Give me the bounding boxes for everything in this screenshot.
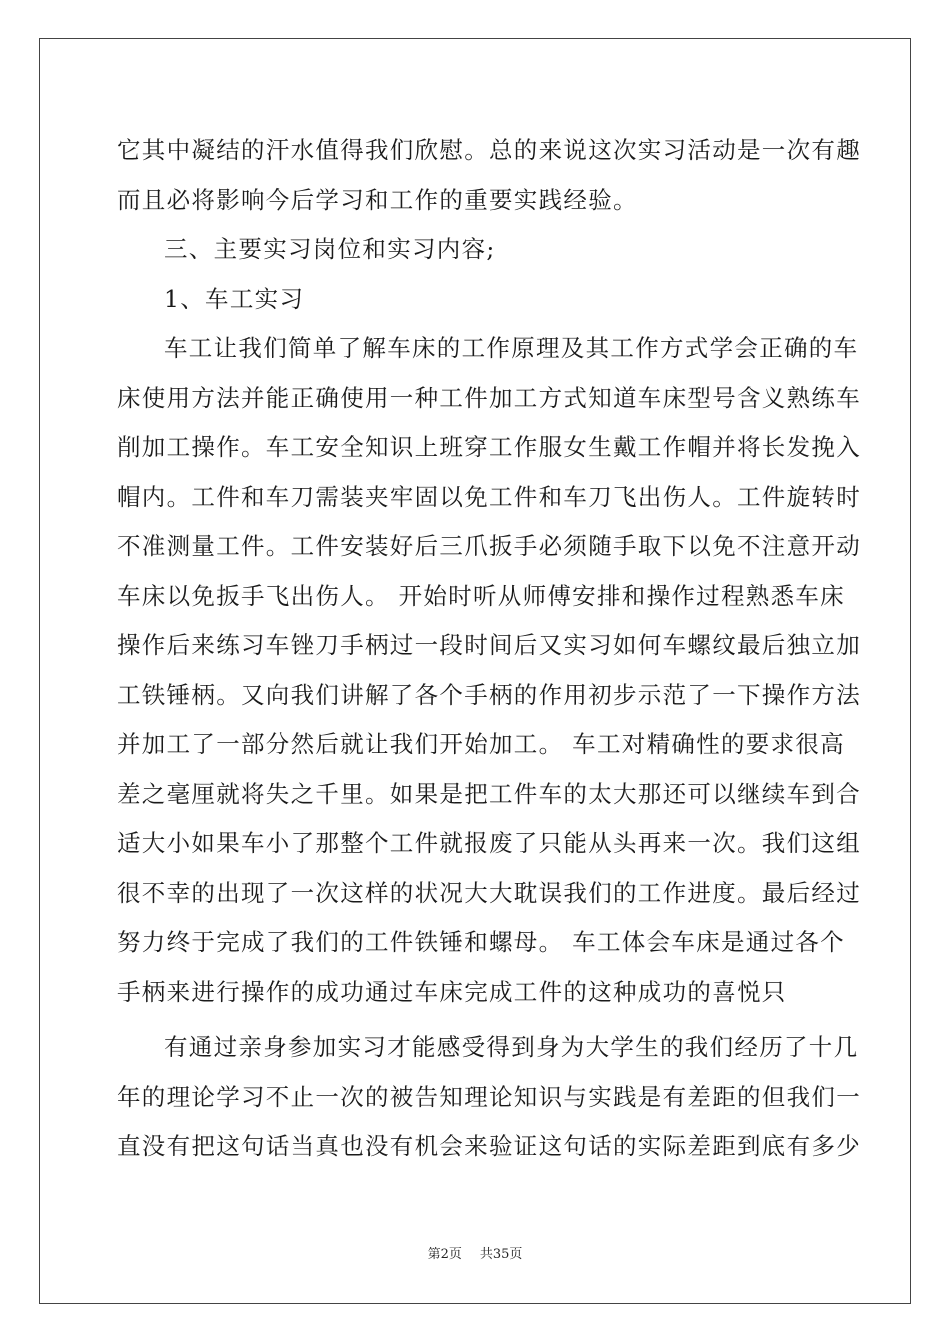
- document-body: [117, 126, 861, 1172]
- text-line: 床使用方法并能正确使用一种工件加工方式知道车床型号含义熟练车: [117, 383, 861, 412]
- text-line: 手柄来进行操作的成功通过车床完成工件的这种成功的喜悦只: [117, 977, 787, 1006]
- text-line: 不准测量工件。工件安装好后三爪扳手必须随手取下以免不注意开动: [117, 532, 861, 560]
- text-line: 操作后来练习车锉刀手柄过一段时间后又实习如何车螺纹最后独立加: [117, 631, 861, 659]
- page-number: 第2页: [427, 1247, 462, 1262]
- subsection-heading: 1、车工实习: [164, 284, 305, 313]
- text-line: 而且必将影响今后学习和工作的重要实践经验。: [117, 185, 638, 214]
- text-line: 适大小如果车小了那整个工件就报废了只能从头再来一次。我们这组: [117, 829, 861, 857]
- page-footer: [0, 1243, 950, 1262]
- text-line: 它其中凝结的汗水值得我们欣慰。总的来说这次实习活动是一次有趣: [117, 136, 861, 164]
- text-line: 帽内。工件和车刀需装夹牢固以免工件和车刀飞出伤人。工件旋转时: [117, 482, 861, 511]
- section-heading: 三、主要实习岗位和实习内容;: [164, 235, 496, 263]
- page-total: 共35页: [479, 1247, 523, 1262]
- text-line: 努力终于完成了我们的工件铁锤和螺母。 车工体会车床是通过各个: [117, 928, 845, 956]
- text-line: 削加工操作。车工安全知识上班穿工作服女生戴工作帽并将长发挽入: [117, 433, 861, 461]
- text-line: 年的理论学习不止一次的被告知理论知识与实践是有差距的但我们一: [117, 1082, 861, 1111]
- text-line: 很不幸的出现了一次这样的状况大大耽误我们的工作进度。最后经过: [117, 878, 861, 907]
- text-line: 直没有把这句话当真也没有机会来验证这句话的实际差距到底有多少: [117, 1132, 861, 1160]
- text-line: 并加工了一部分然后就让我们开始加工。 车工对精确性的要求很高: [117, 730, 845, 758]
- text-line: 车床以免扳手飞出伤人。 开始时听从师傅安排和操作过程熟悉车床: [117, 581, 845, 610]
- text-line: 差之毫厘就将失之千里。如果是把工件车的太大那还可以继续车到合: [117, 779, 861, 808]
- text-line: 工铁锤柄。又向我们讲解了各个手柄的作用初步示范了一下操作方法: [117, 680, 861, 709]
- text-line: 车工让我们简单了解车床的工作原理及其工作方式学会正确的车: [164, 334, 859, 362]
- text-line: 有通过亲身参加实习才能感受得到身为大学生的我们经历了十几: [164, 1033, 859, 1061]
